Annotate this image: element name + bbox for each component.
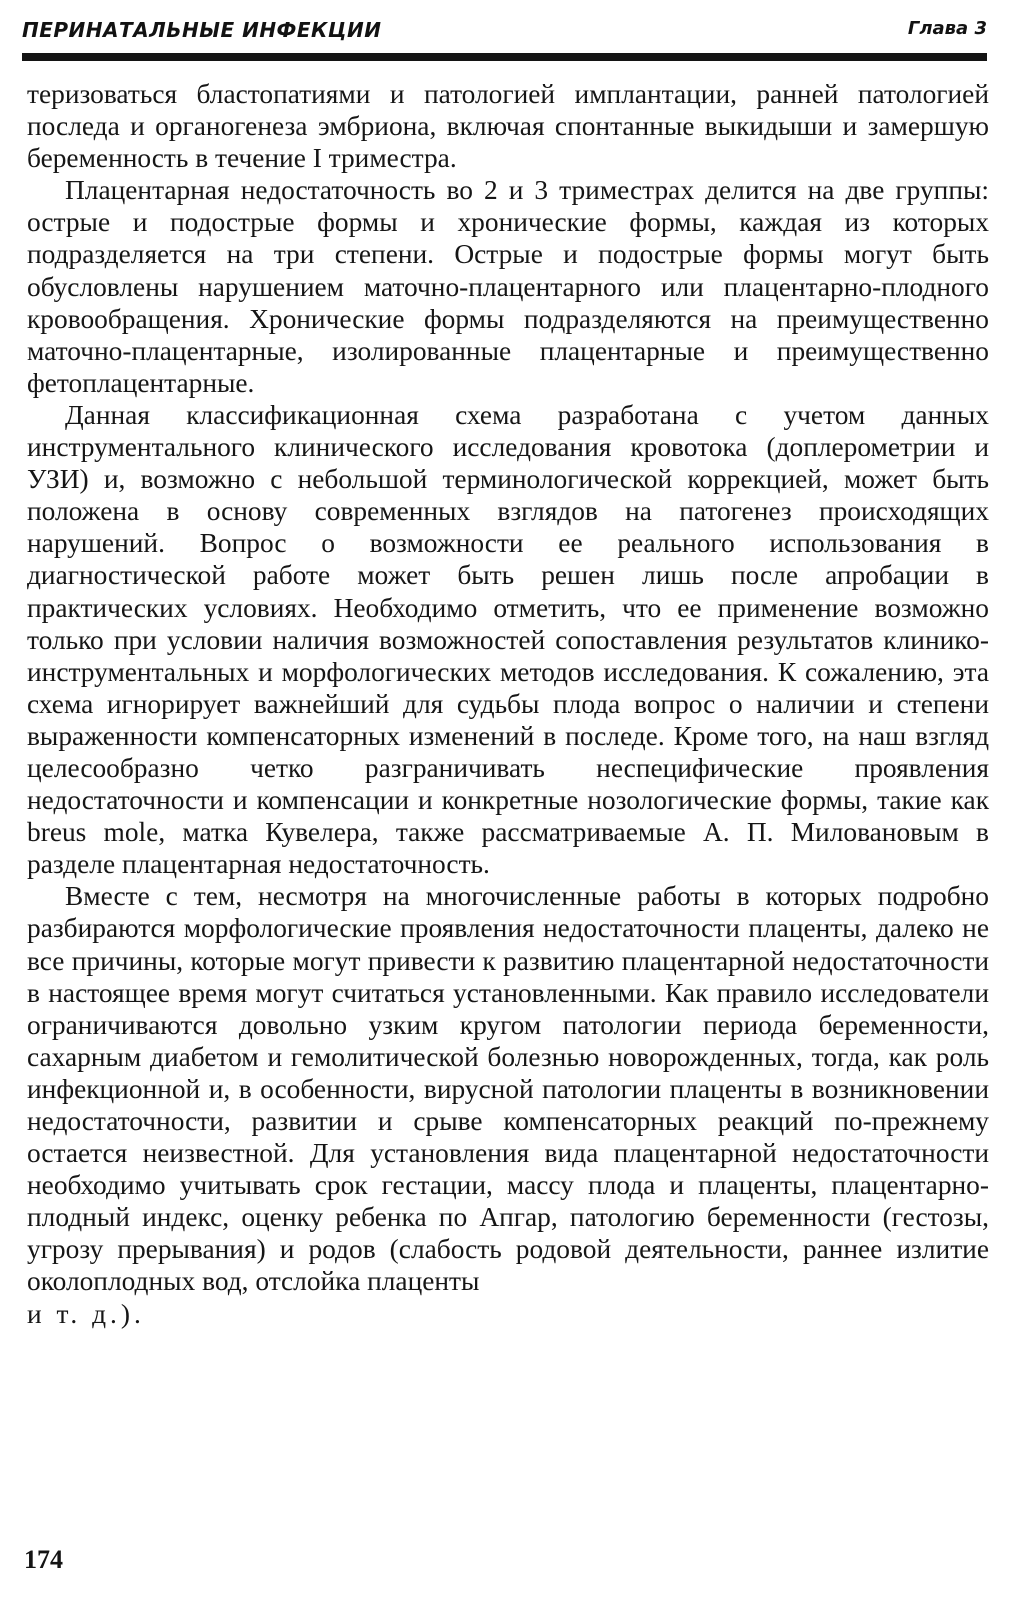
running-title: ПЕРИНАТАЛЬНЫЕ ИНФЕКЦИИ	[22, 18, 382, 42]
paragraph-continued: теризоваться бластопатиями и патологией имплантации, ранней патологией последа и органогенеза эмбриона, включая спонтанные выкидыши и замершую беременность в течение I триместра.	[27, 79, 989, 174]
page-number: 174	[24, 1545, 63, 1574]
running-header	[22, 18, 987, 48]
closing-fragment: и т. д.).	[27, 1298, 145, 1329]
body-text	[27, 78, 989, 1330]
chapter-label: Глава 3	[907, 18, 987, 39]
paragraph: Вместе с тем, несмотря на многочисленные работы в которых подробно разбираются морфологические проявления недостаточности плаценты, далеко не все причины, которые могут привести к развитию плацентарной недостаточности в настоящее время могут считаться установленными. Как правило исследователи ограничиваются довольно узким кругом патологии периода беременности, сахарным диабетом и гемолитической болезнью новорожденных, тогда, как роль инфекционной и, в особенности, вирусной патологии плаценты в возникновении недостаточности, развитии и срыве компенсаторных реакций по-прежнему остается неизвестной. Для установления вида плацентарной недостаточности необходимо учитывать срок гестации, массу плода и плаценты, плацентарноплодный индекс, оценку ребенка по Апгар, патологию беременности (гестозы, угрозу прерывания) и родов (слабость родовой деятельности, раннее излитие околоплодных вод, отслойка плаценты	[27, 881, 989, 1297]
paragraph-ending	[27, 1298, 989, 1330]
header-rule	[22, 53, 987, 61]
paragraph: Плацентарная недостаточность во 2 и 3 триместрах делится на две группы: острые и подострые формы и хронические формы, каждая из которых подразделяется на три степени. Острые и подострые формы могут быть обусловлены нарушением маточно-плацентарного или плацентарно-плодного кровообращения. Хронические формы подразделяются на преимущественно маточно-плацентарные, изолированные плацентарные и преимущественно фетоплацентарные.	[27, 175, 989, 398]
paragraph: Данная классификационная схема разработана с учетом данных инструментального клинического исследования кровотока (доплерометрии и УЗИ) и, возможно с небольшой терминологической коррекцией, может быть положена в основу современных взглядов на патогенез происходящих нарушений. Вопрос о возможности ее реального использования в диагностической работе может быть решен лишь после апробации в практических условиях. Необходимо отметить, что ее применение возможно только при условии наличия возможностей сопоставления результатов клинико-инструментальных и морфологических методов исследования. К сожалению, эта схема игнорирует важнейший для судьбы плода вопрос о наличии и степени выраженности компенсаторных изменений в последе. Кроме того, на наш взгляд целесообразно четко разграничивать неспецифические проявления недостаточности и компенсации и конкретные нозологические формы, такие как breus mole, матка Кувелера, также рассматриваемые А. П. Миловановым в разделе плацентарная недостаточность.	[27, 399, 989, 880]
